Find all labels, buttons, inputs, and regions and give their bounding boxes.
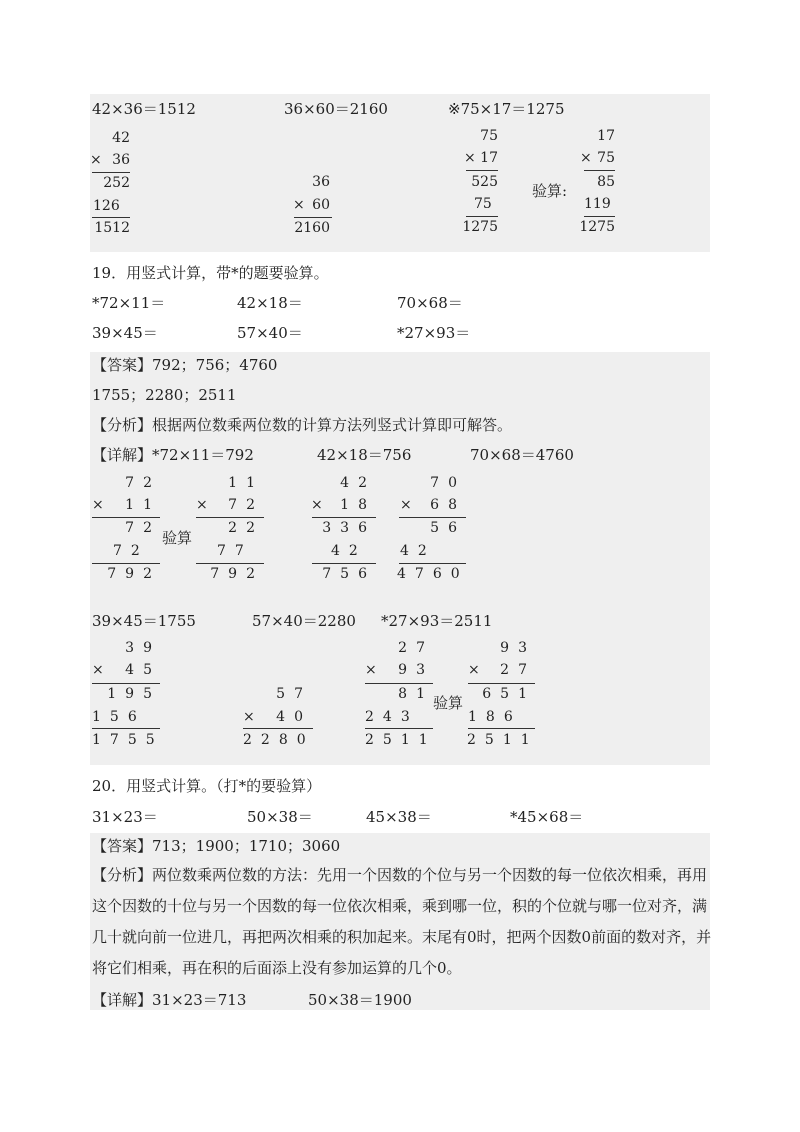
times-sign: × — [90, 152, 102, 168]
product: 792 — [210, 566, 264, 582]
rule — [92, 683, 160, 684]
analysis-label: 【分析】 — [92, 866, 153, 884]
detail-equation: 70×68＝4760 — [470, 446, 574, 464]
multiplicand: 72 — [125, 475, 161, 491]
detail-equation: 42×18＝756 — [317, 446, 412, 464]
partial-product: 22 — [228, 520, 264, 536]
answer-text: 792；756；4760 — [152, 356, 278, 374]
rule — [92, 172, 130, 173]
detail-equation: *72×11＝792 — [152, 446, 254, 464]
detail-equation: 57×40＝2280 — [252, 612, 356, 630]
product: 2511 — [467, 732, 539, 748]
rule — [92, 217, 130, 218]
analysis-line — [92, 416, 512, 434]
multiplier: 45 — [125, 662, 161, 678]
problem: 39×45＝ — [92, 324, 158, 342]
analysis-paragraph — [92, 860, 712, 984]
multiplier: 68 — [430, 497, 466, 513]
equation: 36×60＝2160 — [284, 100, 388, 118]
rule — [584, 170, 615, 171]
answer-label: 【答案】 — [92, 837, 153, 855]
partial-product: 156 — [92, 709, 146, 725]
times-sign: × — [92, 497, 104, 513]
multiplicand: 42 — [112, 130, 130, 146]
rule — [312, 563, 376, 564]
detail-line — [92, 446, 254, 464]
answer-line — [92, 837, 340, 855]
partial-product: 72 — [113, 543, 149, 559]
partial-product: 525 — [471, 174, 498, 190]
multiplier: 27 — [500, 662, 536, 678]
analysis-text: 两位数乘两位数的方法：先用一个因数的个位与另一个因数的每一位依次相乘，再用这个因数的十位与另一个因数的每一位依次相乘，乘到哪一位，积的个位就与哪一位对齐，满几十就向前一位进几，再把两次相乘的积加起来。末尾有0时，把两个因数0前面的数对齐，并将它们相乘，再在积的后面添上没有参加运算的几个0。 — [92, 866, 712, 977]
times-sign: × — [365, 662, 377, 678]
product: 792 — [107, 566, 161, 582]
multiplier: 60 — [312, 197, 330, 213]
rule — [243, 728, 313, 729]
detail-label: 【详解】 — [92, 446, 153, 464]
multiplicand: 27 — [398, 640, 434, 656]
product: 2280 — [243, 732, 315, 748]
product: 2511 — [365, 732, 437, 748]
multiplicand: 36 — [312, 174, 330, 190]
partial-product: 77 — [217, 543, 253, 559]
product: 1275 — [462, 219, 498, 235]
detail-line — [92, 991, 246, 1009]
check-label: 验算 — [433, 694, 464, 712]
detail-equation: 31×23＝713 — [152, 991, 247, 1009]
times-sign: × — [293, 197, 305, 213]
multiplier: 11 — [125, 497, 161, 513]
multiplicand: 75 — [480, 128, 498, 144]
check-label: 验算: — [532, 182, 568, 200]
detail-label: 【详解】 — [92, 991, 153, 1009]
partial-product: 186 — [468, 709, 522, 725]
partial-product: 252 — [103, 175, 130, 191]
rule — [294, 217, 332, 218]
partial-product: 81 — [398, 686, 434, 702]
rule — [365, 683, 433, 684]
problem: 42×18＝ — [237, 294, 303, 312]
multiplicand: 42 — [340, 475, 376, 491]
analysis-label: 【分析】 — [92, 416, 153, 434]
times-sign: × — [468, 662, 480, 678]
times-sign: × — [311, 497, 323, 513]
partial-product: 56 — [430, 520, 466, 536]
problem: 31×23＝ — [92, 808, 158, 826]
equation: ※75×17＝1275 — [448, 100, 565, 118]
partial-product: 42 — [400, 543, 436, 559]
multiplier: 93 — [398, 662, 434, 678]
rule — [468, 683, 535, 684]
rule — [92, 563, 160, 564]
multiplicand: 39 — [125, 640, 161, 656]
multiplier: 36 — [112, 152, 130, 168]
question-title: 19．用竖式计算，带*的题要验算。 — [92, 264, 329, 282]
multiplier: 17 — [480, 150, 498, 166]
rule — [196, 563, 264, 564]
partial-product: 126 — [93, 198, 120, 214]
product: 1512 — [94, 220, 130, 236]
rule — [466, 216, 498, 217]
multiplicand: 93 — [500, 640, 536, 656]
partial-product: 42 — [331, 543, 367, 559]
rule — [312, 517, 376, 518]
rule — [466, 170, 498, 171]
multiplicand: 11 — [228, 475, 264, 491]
answer-label: 【答案】 — [92, 356, 153, 374]
multiplier: 72 — [228, 497, 264, 513]
product: 756 — [322, 566, 376, 582]
partial-product: 85 — [597, 174, 615, 190]
multiplier: 18 — [340, 497, 376, 513]
multiplicand: 17 — [597, 128, 615, 144]
multiplier: 40 — [276, 709, 312, 725]
times-sign: × — [92, 662, 104, 678]
product: 2160 — [294, 220, 330, 236]
question-title: 20．用竖式计算。（打*的要验算） — [92, 777, 322, 795]
detail-equation: 39×45＝1755 — [92, 612, 196, 630]
rule — [196, 517, 264, 518]
partial-product: 243 — [365, 709, 419, 725]
rule — [92, 517, 160, 518]
problem: 45×38＝ — [366, 808, 432, 826]
rule — [584, 216, 615, 217]
multiplicand: 57 — [276, 686, 312, 702]
multiplier: 75 — [597, 150, 615, 166]
answer-line — [92, 356, 277, 374]
partial-product: 72 — [125, 520, 161, 536]
check-label: 验算 — [162, 529, 193, 547]
rule — [365, 728, 433, 729]
rule — [399, 517, 466, 518]
times-sign: × — [400, 497, 412, 513]
rule — [468, 728, 535, 729]
answer-text: 1755；2280；2511 — [92, 386, 237, 404]
problem: 70×68＝ — [397, 294, 463, 312]
partial-product: 119 — [584, 196, 611, 212]
detail-equation: 50×38＝1900 — [308, 991, 412, 1009]
partial-product: 195 — [107, 686, 161, 702]
problem: 50×38＝ — [247, 808, 313, 826]
partial-product: 651 — [482, 686, 536, 702]
times-sign: × — [580, 150, 592, 166]
product: 1275 — [579, 219, 615, 235]
problem: *72×11＝ — [92, 294, 166, 312]
product: 1755 — [92, 732, 164, 748]
equation: 42×36＝1512 — [92, 100, 196, 118]
answer-text: 713；1900；1710；3060 — [152, 837, 341, 855]
problem: *27×93＝ — [397, 324, 471, 342]
detail-equation: *27×93＝2511 — [381, 612, 493, 630]
rule — [399, 563, 466, 564]
product: 4760 — [397, 566, 469, 582]
problem: *45×68＝ — [510, 808, 584, 826]
times-sign: × — [243, 709, 255, 725]
times-sign: × — [464, 150, 476, 166]
analysis-text: 根据两位数乘两位数的计算方法列竖式计算即可解答。 — [152, 416, 513, 434]
partial-product: 336 — [322, 520, 376, 536]
problem: 57×40＝ — [237, 324, 303, 342]
partial-product: 75 — [474, 196, 492, 212]
multiplicand: 70 — [430, 475, 466, 491]
times-sign: × — [196, 497, 208, 513]
rule — [92, 728, 160, 729]
